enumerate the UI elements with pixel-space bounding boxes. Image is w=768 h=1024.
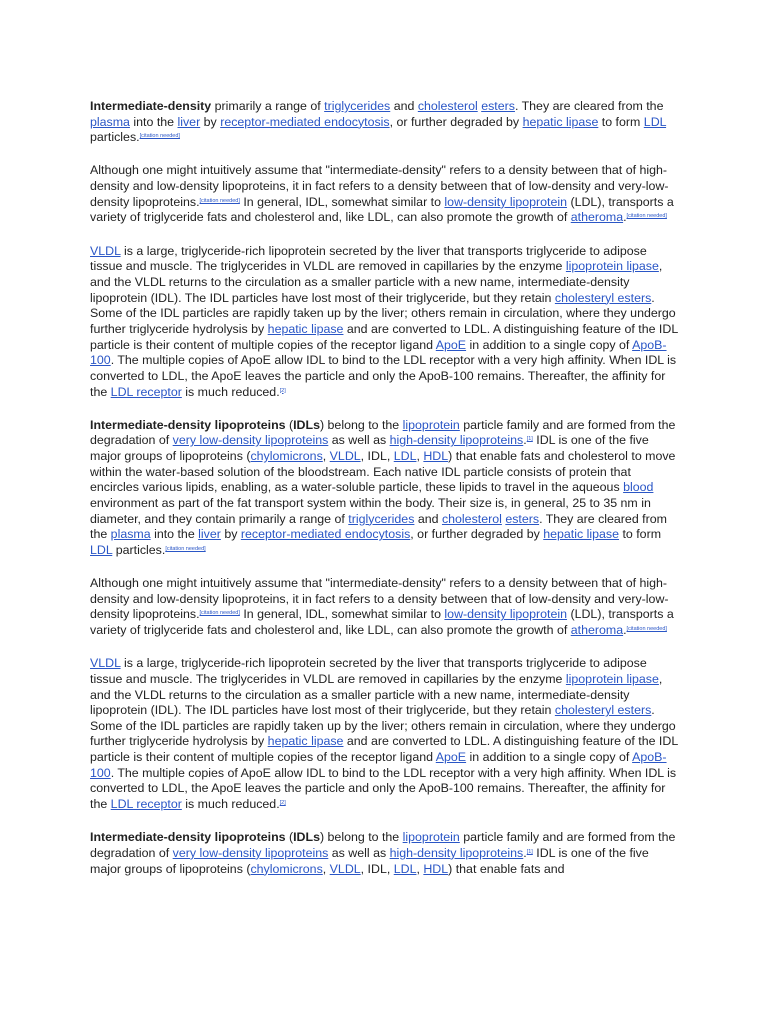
link-cholesterol[interactable]: cholesterol <box>441 511 502 526</box>
body-text: particle family and are formed from the degradation of <box>90 830 676 860</box>
reference-link[interactable] <box>280 800 286 806</box>
citation-needed-link[interactable] <box>165 546 205 552</box>
article-body <box>90 99 680 895</box>
body-text: and <box>414 511 442 526</box>
body-text: ) belong to the <box>319 830 403 845</box>
link-ldl[interactable]: LDL <box>393 448 417 463</box>
reference-anchor[interactable]: [citation needed] <box>626 213 667 220</box>
link-atheroma[interactable]: atheroma <box>570 210 624 225</box>
body-text: and <box>390 99 418 113</box>
link-very-low-density-lipoproteins[interactable]: very low-density lipoproteins <box>172 433 329 448</box>
body-text: by <box>220 527 241 542</box>
body-text: ) that enable fats and <box>448 861 565 876</box>
link-ldl-receptor[interactable]: LDL receptor <box>110 384 182 399</box>
reference-anchor[interactable]: [citation needed] <box>626 626 667 633</box>
citation-needed-link[interactable] <box>140 133 180 139</box>
body-text: to form <box>619 527 662 542</box>
body-text: ) that enable fats and cholesterol to move within the water-based solution of the bloodstream. Each native IDL particle consists of protein that encircles various lipids, enabling, as a water-soluble particle, these lipids to travel in the aqueous <box>90 448 676 495</box>
link-low-density-lipoprotein[interactable]: low-density lipoprotein <box>444 194 568 209</box>
body-text: Although one might intuitively assume that "intermediate-density" refers to a density between that of high-density and low-density lipoproteins, it in fact refers to a density between that of low-density and very-low-density lipoproteins. <box>90 163 669 209</box>
body-text: and are converted to LDL. A distinguishing feature of the IDL particle is their content of multiple copies of the receptor ligand <box>90 321 678 352</box>
link-receptor-mediated-endocytosis[interactable]: receptor-mediated endocytosis <box>220 114 390 129</box>
link-plasma[interactable]: plasma <box>110 527 151 542</box>
body-text: IDL is one of the five major groups of lipoproteins ( <box>90 433 649 463</box>
body-text: into the <box>150 527 199 542</box>
body-text: , IDL, <box>360 861 394 876</box>
body-text: is a large, triglyceride-rich lipoprotein secreted by the liver that transports triglyceride to adipose tissue and muscle. The triglycerides in VLDL are removed in capillaries by the enzyme <box>90 243 647 274</box>
body-text: . Some of the IDL particles are rapidly taken up by the liver; others remain in circulation, where they undergo further triglyceride hydrolysis by <box>90 703 676 749</box>
body-text: In general, IDL, somewhat similar to <box>239 194 445 209</box>
link-apoe[interactable]: ApoE <box>435 750 467 765</box>
body-text: , <box>416 861 424 876</box>
body-text: is much reduced. <box>181 384 280 399</box>
reference-anchor[interactable]: [citation needed] <box>139 133 180 140</box>
body-text: in addition to a single copy of <box>466 337 633 352</box>
link-triglycerides[interactable]: triglycerides <box>348 511 415 526</box>
link-apob-100[interactable]: ApoB-100 <box>90 337 667 368</box>
link-ldl[interactable]: LDL <box>643 114 667 129</box>
body-text: , IDL, <box>360 448 394 463</box>
link-receptor-mediated-endocytosis[interactable]: receptor-mediated endocytosis <box>240 527 411 542</box>
paragraph-7 <box>90 830 680 877</box>
body-text: as well as <box>328 845 390 860</box>
link-esters[interactable]: esters <box>481 99 515 113</box>
link-cholesteryl-esters[interactable]: cholesteryl esters <box>554 290 652 305</box>
reference-anchor[interactable]: [1] <box>526 436 533 443</box>
body-text: and are converted to LDL. A distinguishing feature of the IDL particle is their content of multiple copies of the receptor ligand <box>90 734 678 765</box>
link-esters[interactable]: esters <box>505 511 540 526</box>
link-low-density-lipoprotein[interactable]: low-density lipoprotein <box>444 607 568 622</box>
body-text: , and the VLDL returns to the circulation as a smaller particle with a new name, intermediate-density lipoprotein (IDL). The IDL particles have lost most of their triglyceride, but they retain <box>90 671 663 718</box>
link-hdl[interactable]: HDL <box>423 861 449 876</box>
body-text: . <box>623 210 627 225</box>
body-text: , and the VLDL returns to the circulation as a smaller particle with a new name, intermediate-density lipoprotein (IDL). The IDL particles have lost most of their triglyceride, but they retain <box>90 259 663 305</box>
link-hepatic-lipase[interactable]: hepatic lipase <box>522 114 599 129</box>
link-lipoprotein-lipase[interactable]: lipoprotein lipase <box>565 671 659 686</box>
bold-term: Intermediate-density lipoproteins <box>90 830 286 845</box>
link-hepatic-lipase[interactable]: hepatic lipase <box>267 321 344 336</box>
body-text: to form <box>598 114 644 129</box>
reference-anchor[interactable]: [1] <box>526 848 533 855</box>
body-text: particle family and are formed from the degradation of <box>90 417 676 448</box>
link-vldl[interactable]: VLDL <box>90 656 121 671</box>
link-ldl[interactable]: LDL <box>393 861 417 876</box>
body-text: . <box>623 623 627 638</box>
link-ldl-receptor[interactable]: LDL receptor <box>110 797 182 812</box>
body-text: . <box>523 845 527 860</box>
body-text: environment as part of the fat transport system within the body. Their size is, in general, 25 to 35 nm in diameter, and they contain primarily a range of <box>90 495 651 526</box>
citation-needed-link[interactable] <box>627 213 667 219</box>
reference-anchor[interactable]: [citation needed] <box>199 610 240 617</box>
body-text: , or further degraded by <box>389 114 523 129</box>
paragraph-4 <box>90 418 680 559</box>
bold-term: IDLs <box>293 830 320 845</box>
link-atheroma[interactable]: atheroma <box>570 623 624 638</box>
body-text: In general, IDL, somewhat similar to <box>239 607 445 622</box>
body-text: primarily a range of <box>211 99 325 113</box>
link-vldl[interactable]: VLDL <box>90 243 121 258</box>
bold-term: Intermediate-density lipoproteins <box>90 417 286 432</box>
body-text: , <box>322 861 330 876</box>
link-chylomicrons[interactable]: chylomicrons <box>250 448 323 463</box>
link-vldl[interactable]: VLDL <box>329 861 361 876</box>
body-text: is much reduced. <box>181 797 280 812</box>
body-text: (LDL), transports a variety of triglyceride fats and cholesterol and, like LDL, can also promote the growth of <box>90 194 674 225</box>
bold-term: Intermediate-density <box>90 99 212 113</box>
link-blood[interactable]: blood <box>623 480 654 495</box>
body-text: in addition to a single copy of <box>466 750 633 765</box>
reference-anchor[interactable]: [citation needed] <box>199 197 240 204</box>
paragraph-3 <box>90 244 680 401</box>
link-apob-100[interactable]: ApoB-100 <box>90 750 667 780</box>
body-text: (LDL), transports a variety of triglyceride fats and cholesterol and, like LDL, can also promote the growth of <box>90 607 674 638</box>
reference-link[interactable] <box>280 388 286 394</box>
reference-anchor[interactable]: [2] <box>279 387 286 394</box>
body-text: . <box>523 433 527 448</box>
body-text: is a large, triglyceride-rich lipoprotein secreted by the liver that transports triglyceride to adipose tissue and muscle. The triglycerides in VLDL are removed in capillaries by the enzyme <box>90 656 647 686</box>
body-text: . The multiple copies of ApoE allow IDL to bind to the LDL receptor with a very high affinity. When IDL is converted to LDL, the ApoE leaves the particle and only the ApoB-100 remains. Thereafter, the affinity for the <box>90 765 677 812</box>
body-text: . They are cleared from the <box>90 511 667 542</box>
body-text: particles. <box>112 542 166 557</box>
body-text: particles. <box>90 130 140 145</box>
citation-needed-link[interactable] <box>200 610 240 616</box>
body-text: ) belong to the <box>319 417 403 432</box>
body-text: . The multiple copies of ApoE allow IDL to bind to the LDL receptor with a very high affinity. When IDL is converted to LDL, the ApoE leaves the particle and only the ApoB-100 remains. Thereafter, the affinity for the <box>90 353 677 399</box>
link-high-density-lipoproteins[interactable]: high-density lipoproteins <box>389 845 524 860</box>
body-text: . Some of the IDL particles are rapidly taken up by the liver; others remain in circulation, where they undergo further triglyceride hydrolysis by <box>90 290 676 336</box>
link-cholesterol[interactable]: cholesterol <box>417 99 478 113</box>
body-text: ( <box>285 417 294 432</box>
link-lipoprotein[interactable]: lipoprotein <box>402 830 460 845</box>
link-hepatic-lipase[interactable]: hepatic lipase <box>543 527 620 542</box>
link-apoe[interactable]: ApoE <box>435 337 467 352</box>
reference-anchor[interactable]: [citation needed] <box>165 545 206 552</box>
link-cholesteryl-esters[interactable]: cholesteryl esters <box>554 703 652 718</box>
body-text: IDL is one of the five major groups of lipoproteins ( <box>90 845 649 876</box>
paragraph-5 <box>90 576 680 639</box>
link-plasma[interactable]: plasma <box>90 114 130 129</box>
link-lipoprotein-lipase[interactable]: lipoprotein lipase <box>565 259 659 274</box>
link-lipoprotein[interactable]: lipoprotein <box>402 417 460 432</box>
body-text: , <box>416 448 424 463</box>
body-text: . They are cleared from the <box>514 99 664 113</box>
paragraph-6 <box>90 656 680 813</box>
paragraph-2 <box>90 163 680 226</box>
link-vldl[interactable]: VLDL <box>329 448 361 463</box>
link-triglycerides[interactable]: triglycerides <box>324 99 391 113</box>
reference-anchor[interactable]: [2] <box>279 800 286 807</box>
body-text: Although one might intuitively assume that "intermediate-density" refers to a density between that of high-density and low-density lipoproteins, it in fact refers to a density between that of low-density and very-low-density lipoproteins. <box>90 576 669 622</box>
body-text: as well as <box>328 433 390 448</box>
bold-term: IDLs <box>293 417 320 432</box>
link-chylomicrons[interactable]: chylomicrons <box>250 861 323 876</box>
body-text: by <box>200 114 221 129</box>
link-hdl[interactable]: HDL <box>423 448 449 463</box>
body-text: , or further degraded by <box>410 527 544 542</box>
link-hepatic-lipase[interactable]: hepatic lipase <box>267 734 344 749</box>
citation-needed-link[interactable] <box>627 626 667 632</box>
body-text: , <box>322 448 330 463</box>
body-text: into the <box>129 114 178 129</box>
link-high-density-lipoproteins[interactable]: high-density lipoproteins <box>389 433 524 448</box>
link-liver[interactable]: liver <box>198 527 221 542</box>
link-very-low-density-lipoproteins[interactable]: very low-density lipoproteins <box>172 845 329 860</box>
body-text: ( <box>285 830 294 845</box>
link-liver[interactable]: liver <box>177 114 201 129</box>
link-ldl[interactable]: LDL <box>90 542 113 557</box>
citation-needed-link[interactable] <box>200 198 240 204</box>
paragraph-1 <box>90 99 680 146</box>
